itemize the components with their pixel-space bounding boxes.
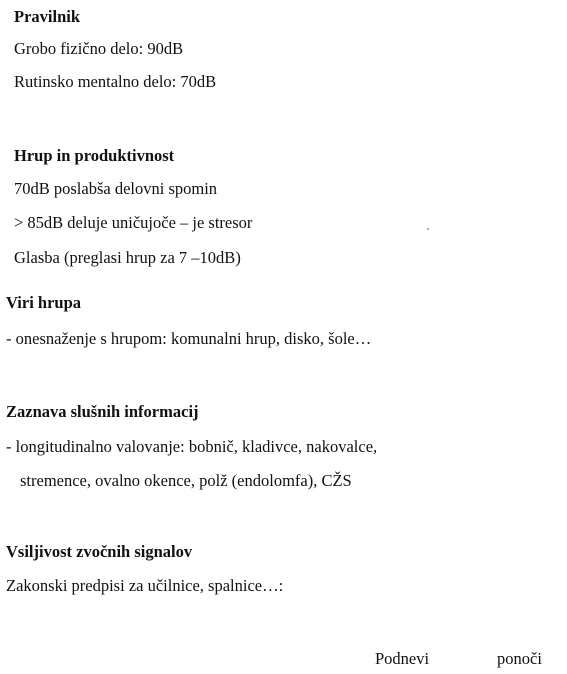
table-header-ponoci: ponoči bbox=[497, 649, 542, 668]
scan-speck bbox=[427, 228, 429, 230]
text-line: 70dB poslabša delovni spomin bbox=[14, 179, 218, 198]
heading-pravilnik: Pravilnik bbox=[14, 7, 81, 26]
heading-zaznava-slusnih-informacij: Zaznava slušnih informacij bbox=[6, 402, 199, 421]
text-line: - onesnaženje s hrupom: komunalni hrup, disko, šole… bbox=[6, 329, 372, 348]
text-line: Glasba (preglasi hrup za 7 –10dB) bbox=[14, 248, 241, 267]
text-line: Rutinsko mentalno delo: 70dB bbox=[14, 72, 217, 91]
text-line: Grobo fizično delo: 90dB bbox=[14, 39, 184, 58]
text-line: - longitudinalno valovanje: bobnič, kladivce, nakovalce, bbox=[6, 437, 378, 456]
text-line: Zakonski predpisi za učilnice, spalnice…: bbox=[6, 576, 284, 595]
table-header-podnevi: Podnevi bbox=[375, 649, 430, 668]
heading-viri-hrupa: Viri hrupa bbox=[6, 293, 82, 312]
text-line: > 85dB deluje uničujoče – je stresor bbox=[14, 213, 253, 232]
heading-vsiljivost-zvocnih-signalov: Vsiljivost zvočnih signalov bbox=[6, 542, 193, 561]
heading-hrup-in-produktivnost: Hrup in produktivnost bbox=[14, 146, 175, 165]
text-line: stremence, ovalno okence, polž (endolomfa), CŽS bbox=[20, 471, 352, 490]
